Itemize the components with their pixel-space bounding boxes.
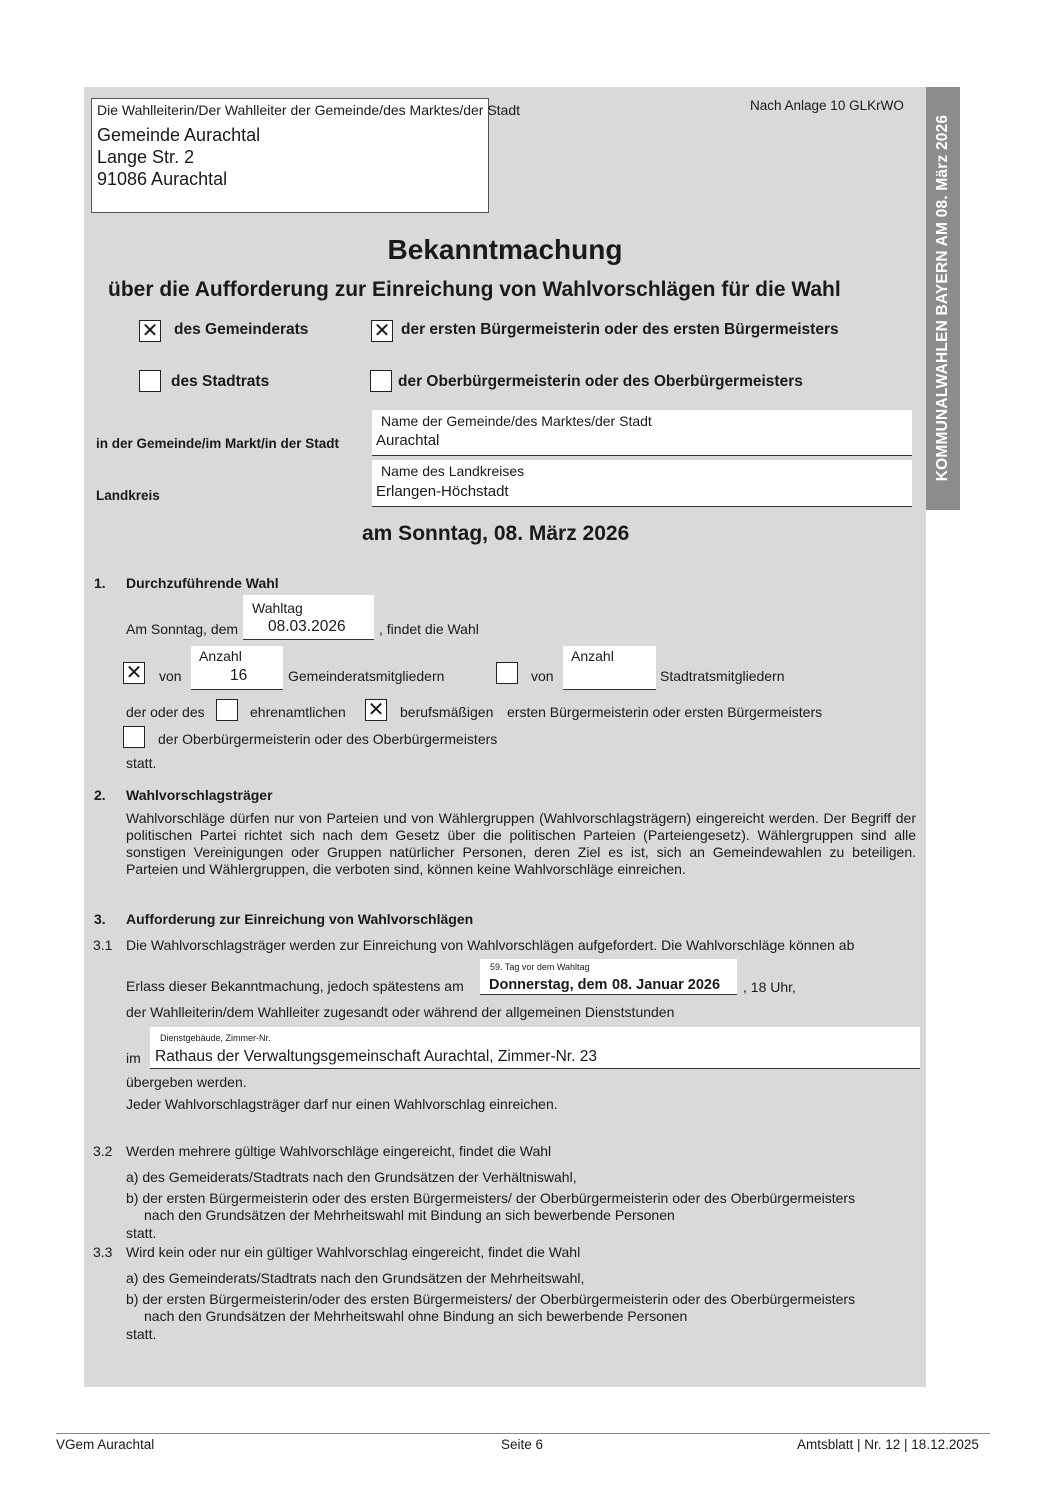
gemeinde-value: Aurachtal [376, 432, 440, 449]
section-1-statt: statt. [126, 755, 157, 771]
deadline-date: 08. Januar 2026 [612, 977, 721, 993]
page-subtitle: über die Aufforderung zur Einreichung von Wahlvorschlägen für die Wahl [108, 278, 841, 301]
section-3-3-b-line-1: b) der ersten Bürgermeisterin/oder des ersten Bürgermeisters/ der Oberbürgermeisterin oder des Oberbürgermeisters [126, 1291, 856, 1307]
ehrenamtlich-label: ehrenamtlichen [250, 704, 346, 720]
section-3-2-number: 3.2 [93, 1143, 113, 1159]
section-3-3-number: 3.3 [93, 1244, 113, 1260]
berufsmaessig-label: berufsmäßigen [400, 704, 494, 720]
office-label: Dienstgebäude, Zimmer-Nr. [160, 1033, 271, 1043]
wahltag-line-suffix: , findet die Wahl [379, 621, 479, 637]
section-2-text: Wahlvorschläge dürfen nur von Parteien und von Wählergruppen (Wahlvorschlagsträgern) eingereicht werden. Der Begriff der politischen Partei richtet sich nach dem Gesetz über die politischen Parteien (Parteiengesetz). Wählergruppen sind alle sonstigen Vereinigungen oder Gruppen natürlicher Personen, deren Ziel es ist, sich an Gemeindewahlen zu beteiligen. Parteien und Wählergruppen, die verboten sind, können keine Wahlvorschläge einreichen. [126, 810, 916, 877]
gemeinderat-count-label: Gemeinderatsmitgliedern [288, 668, 445, 684]
address-line-2: Lange Str. 2 [97, 147, 195, 167]
section-3-3-statt: statt. [126, 1326, 157, 1342]
section-3-number: 3. [94, 911, 106, 927]
landkreis-label: Landkreis [96, 488, 160, 503]
footer-left: VGem Aurachtal [56, 1437, 155, 1452]
section-3-1-number: 3.1 [93, 937, 113, 953]
annex-reference: Nach Anlage 10 GLKrWO [750, 98, 904, 113]
wahltag-value: 08.03.2026 [268, 618, 346, 635]
section-3-2-b-line-2: nach den Grundsätzen der Mehrheitswahl mit Bindung an sich bewerbende Personen [144, 1207, 675, 1223]
section-3-2-statt: statt. [126, 1225, 157, 1241]
sidebar-banner-text: KOMMUNALWAHLEN BAYERN AM 08. März 2026 [934, 114, 951, 482]
landkreis-value: Erlangen-Höchstadt [376, 483, 509, 500]
gemeinderat-checkbox[interactable]: ✕ [139, 320, 161, 342]
deadline-label: 59. Tag vor dem Wahltag [490, 962, 590, 972]
section-3-2-a: a) des Gemeiderats/Stadtrats nach den Grundsätzen der Verhältniswahl, [126, 1169, 577, 1185]
address-line-1: Gemeinde Aurachtal [97, 125, 261, 145]
section-2-number: 2. [94, 787, 106, 803]
section-3-1-line-5: Jeder Wahlvorschlagsträger darf nur einen Wahlvorschlag einreichen. [126, 1096, 558, 1112]
sr-anzahl-label: Anzahl [571, 648, 614, 664]
footer-page-number: Seite 6 [501, 1437, 544, 1452]
oberbuergermeister-label: der Oberbürgermeisterin oder des Oberbürgermeisters [398, 373, 803, 390]
landkreis-field-label: Name des Landkreises [381, 463, 525, 479]
sr-von-label: von [531, 668, 554, 684]
section-3-2-line-1: Werden mehrere gültige Wahlvorschläge eingereicht, findet die Wahl [126, 1143, 552, 1159]
section-3-1-line-3: der Wahlleiterin/dem Wahlleiter zugesandt oder während der allgemeinen Dienststunden [126, 1004, 675, 1020]
stadtrat-checkbox[interactable] [139, 370, 161, 392]
obm-label: der Oberbürgermeisterin oder des Oberbürgermeisters [158, 731, 498, 747]
section-3-3-a: a) des Gemeinderats/Stadtrats nach den Grundsätzen der Mehrheitswahl, [126, 1270, 585, 1286]
office-value: Rathaus der Verwaltungsgemeinschaft Aurachtal, Zimmer-Nr. 23 [155, 1048, 597, 1065]
section-1-heading: Durchzuführende Wahl [126, 575, 279, 591]
deadline-time: , 18 Uhr, [743, 979, 796, 995]
address-line-3: 91086 Aurachtal [97, 169, 228, 189]
gr-anzahl-label: Anzahl [199, 648, 242, 664]
section-3-1-line-4: übergeben werden. [126, 1074, 247, 1090]
section-3-1-line-1: Die Wahlvorschlagsträger werden zur Einreichung von Wahlvorschlägen aufgefordert. Die Wahlvorschläge können ab [126, 937, 855, 953]
section-3-3-line-1: Wird kein oder nur ein gültiger Wahlvorschlag eingereicht, findet die Wahl [126, 1244, 581, 1260]
wahltag-line-prefix: Am Sonntag, dem [126, 621, 239, 637]
oberbuergermeister-checkbox[interactable] [370, 370, 392, 392]
section-3-2-b-line-1: b) der ersten Bürgermeisterin oder des ersten Bürgermeisters/ der Oberbürgermeisterin oder des Oberbürgermeisters [126, 1190, 856, 1206]
footer-divider [56, 1433, 990, 1434]
gr-von-label: von [159, 668, 182, 684]
section-1-number: 1. [94, 575, 106, 591]
stadtrat-count-label: Stadtratsmitgliedern [660, 668, 785, 684]
der-oder-des-label: der oder des [126, 704, 205, 720]
election-date-heading: am Sonntag, 08. März 2026 [362, 522, 630, 545]
wahltag-label: Wahltag [252, 600, 303, 616]
buergermeister-checkbox[interactable]: ✕ [371, 320, 393, 342]
deadline-day: Donnerstag, dem [489, 977, 608, 993]
section-3-1-line-2: Erlass dieser Bekanntmachung, jedoch spätestens am [126, 978, 464, 994]
footer-right: Amtsblatt | Nr. 12 | 18.12.2025 [797, 1437, 979, 1452]
stadtrat-count-checkbox[interactable] [496, 662, 518, 684]
gemeinderat-count-checkbox[interactable]: ✕ [123, 662, 145, 684]
gemeinderat-label: des Gemeinderats [174, 321, 309, 338]
address-label: Die Wahlleiterin/Der Wahlleiter der Gemeinde/des Marktes/der Stadt [97, 102, 521, 118]
berufsmaessig-checkbox[interactable]: ✕ [365, 699, 387, 721]
section-3-heading: Aufforderung zur Einreichung von Wahlvorschlägen [126, 911, 474, 927]
page-title: Bekanntmachung [387, 234, 623, 265]
buergermeister-type-text: ersten Bürgermeisterin oder ersten Bürgermeisters [507, 704, 823, 720]
gemeinde-label: in der Gemeinde/im Markt/in der Stadt [96, 436, 340, 451]
stadtrat-label: des Stadtrats [171, 373, 270, 390]
ehrenamtlich-checkbox[interactable] [216, 699, 238, 721]
buergermeister-label: der ersten Bürgermeisterin oder des ersten Bürgermeisters [401, 321, 839, 338]
section-3-3-b-line-2: nach den Grundsätzen der Mehrheitswahl ohne Bindung an sich bewerbende Personen [144, 1308, 688, 1324]
im-label: im [126, 1050, 141, 1066]
gemeinderat-count-value: 16 [230, 667, 248, 684]
gemeinde-field-label: Name der Gemeinde/des Marktes/der Stadt [381, 413, 652, 429]
section-2-heading: Wahlvorschlagsträger [126, 787, 273, 803]
obm-checkbox[interactable] [123, 726, 145, 748]
